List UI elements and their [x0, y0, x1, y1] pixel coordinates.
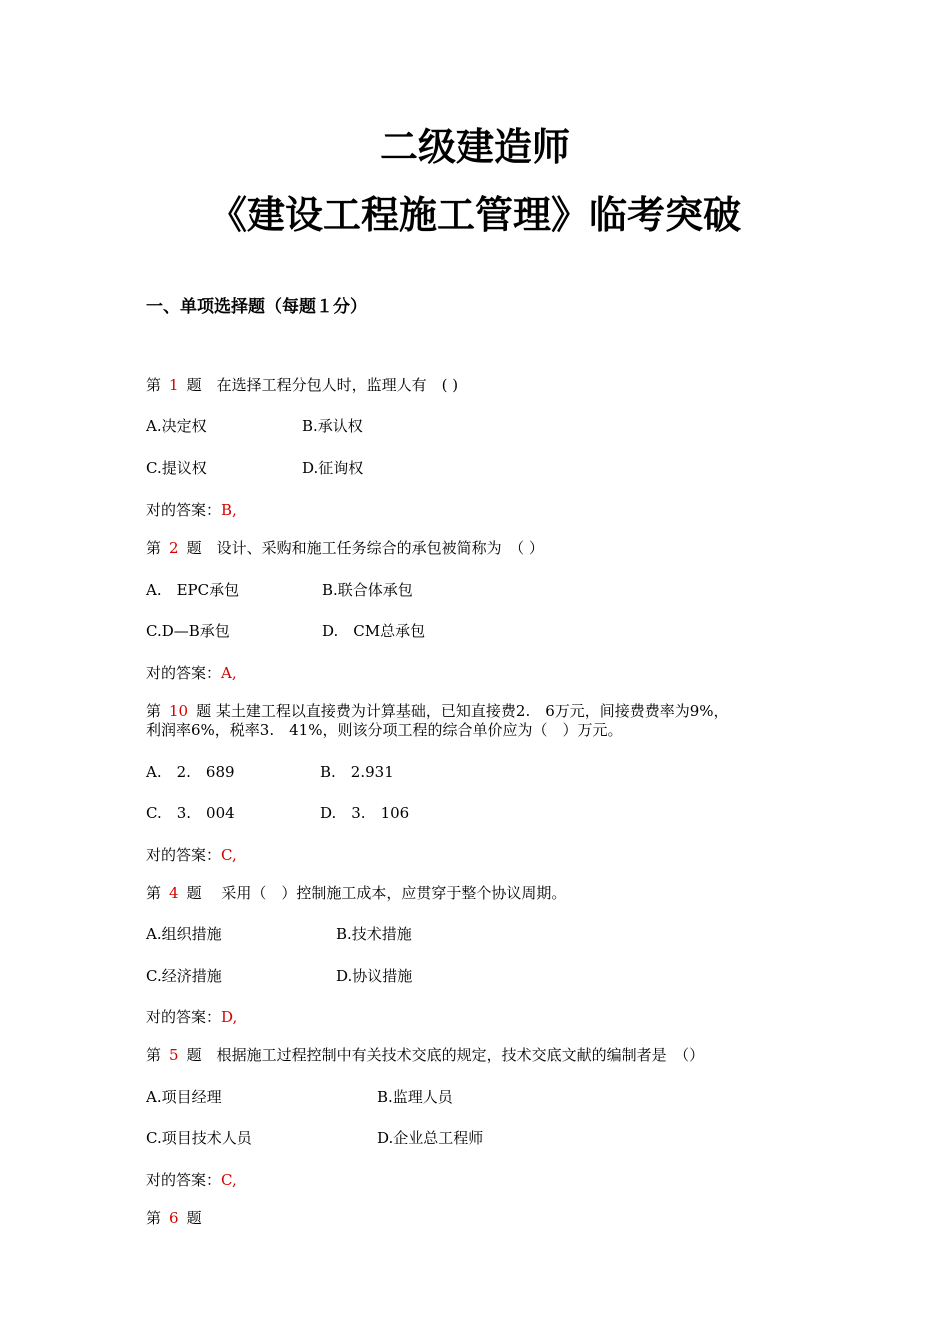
option-d: D. CM总承包 — [322, 622, 426, 640]
question-6 — [146, 1208, 202, 1228]
answer-line — [146, 1007, 237, 1027]
answer-value: A, — [221, 664, 237, 682]
question-suffix: 题 — [186, 1209, 202, 1227]
question-suffix: 题 — [186, 376, 202, 394]
answer-line — [146, 500, 237, 520]
option-c: C. 3. 004 — [146, 804, 235, 822]
answer-label: 对的答案： — [146, 846, 222, 864]
option-a: A.项目经理 — [146, 1088, 222, 1106]
question-text: 根据施工过程控制中有关技术交底的规定，技术交底文献的编制者是 （） — [216, 1046, 705, 1064]
option-b: B. 2.931 — [320, 763, 394, 781]
answer-label: 对的答案： — [146, 664, 222, 682]
question-suffix: 题 — [196, 702, 212, 720]
question-text-line2: 利润率6%，税率3. 41%，则该分项工程的综合单价应为（ ）万元。 — [146, 721, 623, 739]
option-b: B.技术措施 — [336, 925, 412, 943]
document-title-line1: 二级建造师 — [379, 125, 570, 169]
option-c: C.经济措施 — [146, 967, 222, 985]
question-prefix: 第 — [146, 702, 162, 720]
question-1 — [146, 375, 458, 395]
question-text: 某土建工程以直接费为计算基础，已知直接费2. 6万元，间接费费率为9%， — [215, 702, 729, 720]
option-a: A. 2. 689 — [146, 763, 235, 781]
option-d: D.企业总工程师 — [377, 1129, 484, 1147]
question-prefix: 第 — [146, 539, 162, 557]
question-2 — [146, 538, 544, 558]
answer-line — [146, 663, 237, 683]
question-text: 在选择工程分包人时，监理人有 ( ) — [216, 376, 459, 394]
question-4 — [146, 883, 566, 903]
option-b: B.监理人员 — [377, 1088, 453, 1106]
question-number: 4 — [169, 884, 179, 902]
answer-value: C, — [221, 1171, 237, 1189]
question-5 — [146, 1045, 704, 1065]
question-number: 1 — [169, 376, 179, 394]
option-c: C.提议权 — [146, 459, 207, 477]
answer-label: 对的答案： — [146, 1171, 222, 1189]
option-d: D.征询权 — [302, 459, 364, 477]
answer-line — [146, 1170, 237, 1190]
answer-label: 对的答案： — [146, 501, 222, 519]
answer-value: C, — [221, 846, 237, 864]
question-text: 采用（ ）控制施工成本，应贯穿于整个协议周期。 — [221, 884, 567, 902]
question-number: 10 — [169, 702, 189, 720]
option-d: D.协议措施 — [336, 967, 413, 985]
question-number: 2 — [169, 539, 179, 557]
question-prefix: 第 — [146, 376, 162, 394]
question-suffix: 题 — [186, 884, 202, 902]
option-a: A.决定权 — [146, 417, 207, 435]
option-a: A.组织措施 — [146, 925, 222, 943]
question-text: 设计、采购和施工任务综合的承包被简称为 （ ） — [216, 539, 544, 557]
question-number: 5 — [169, 1046, 179, 1064]
question-number: 6 — [169, 1209, 179, 1227]
answer-line — [146, 845, 237, 865]
option-b: B.联合体承包 — [322, 581, 413, 599]
question-prefix: 第 — [146, 884, 162, 902]
question-prefix: 第 — [146, 1046, 162, 1064]
option-a: A. EPC承包 — [146, 581, 240, 599]
section-heading: 一、单项选择题（每题１分） — [146, 297, 367, 317]
option-c: C.D—B承包 — [146, 622, 230, 640]
option-d: D. 3. 106 — [320, 804, 410, 822]
answer-value: B, — [221, 501, 237, 519]
option-b: B.承认权 — [302, 417, 363, 435]
question-suffix: 题 — [186, 1046, 202, 1064]
answer-label: 对的答案： — [146, 1008, 222, 1026]
answer-value: D, — [221, 1008, 238, 1026]
document-title-line2: 《建设工程施工管理》临考突破 — [208, 193, 741, 237]
question-prefix: 第 — [146, 1209, 162, 1227]
option-c: C.项目技术人员 — [146, 1129, 252, 1147]
question-10 — [146, 701, 729, 721]
question-suffix: 题 — [186, 539, 202, 557]
